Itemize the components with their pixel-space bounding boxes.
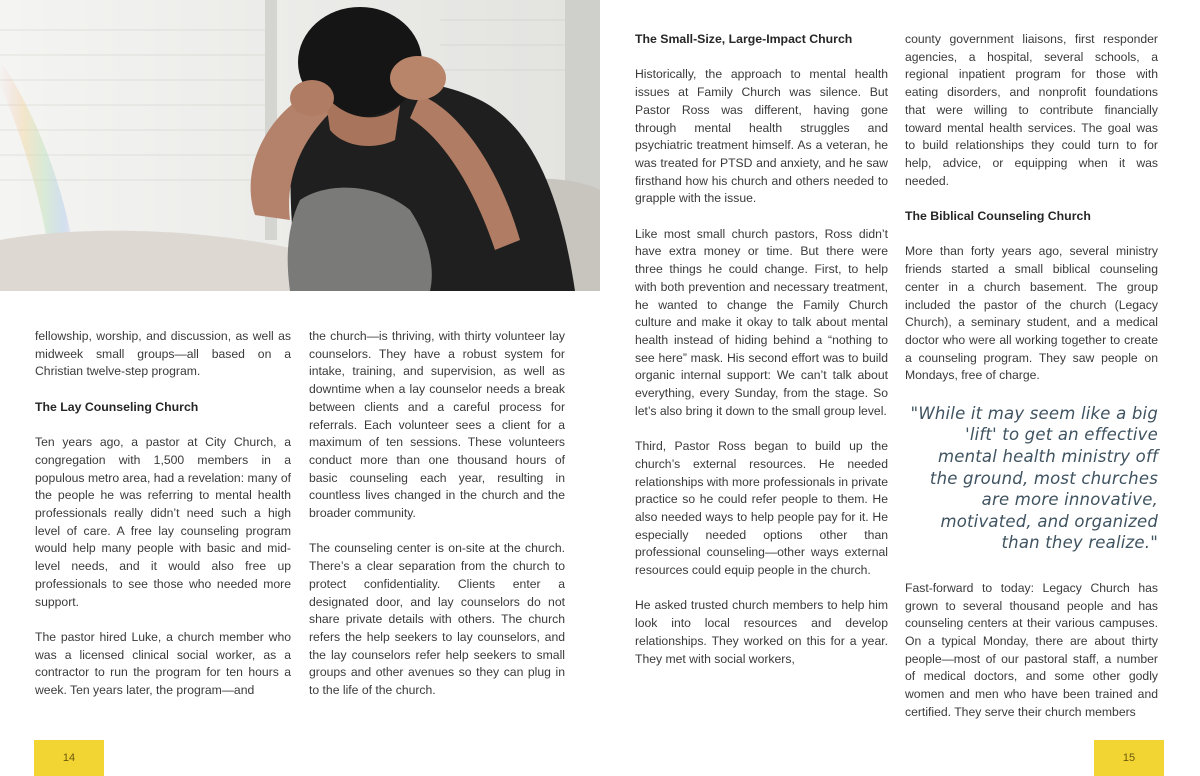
paragraph: Third, Pastor Ross began to build up the church’s external resources. He needed relationships with more professionals in private practice so he could refer people to them. He also needed ways to help people pay for it. He especially needed options other than professional counseling—other ways external resources could equip people in the church. [635, 439, 888, 578]
paragraph: county government liaisons, first responder agencies, a hospital, several schools, a regional inpatient program for those with eating disorders, and nonprofit foundations that were willing to contribute financially toward mental health services. The goal was to build relationships they could turn to for help, advice, or equipping when it was needed. [905, 32, 1158, 188]
pull-quote: "While it may seem like a big 'lift' to get an effective mental health ministry off the ground, most churches are more innovative, motivated, and organized than they realize." [910, 403, 1158, 553]
paragraph: Ten years ago, a pastor at City Church, a congregation with 1,500 members in a populous metro area, had a revelation: many of the people he was referring to mental health professionals really didn’t need such a high level of care. A free lay counseling program would help many people with basic and mid-level needs, and it would also free up professionals to see those who needed more support. [35, 435, 291, 609]
paragraph: The pastor hired Luke, a church member who was a licensed clinical social worker, as a contractor to run the program for ten hours a week. Ten years later, the program—and [35, 629, 291, 698]
right-column-1 [635, 31, 888, 686]
man-in-distress-photo [0, 0, 600, 291]
page-number-right: 15 [1094, 740, 1164, 776]
paragraph: the church—is thriving, with thirty volunteer lay counselors. They have a robust system for intake, training, and supervision, as well as downtime when a lay counselor needs a break between clients and a careful process for referrals. Each volunteer sees a client for a maximum of ten sessions. These volunteers conduct more than one thousand hours of basic counseling each year, resulting in countless lives changed in the church and the broader community. [309, 329, 565, 521]
paragraph: Fast-forward to today: Legacy Church has grown to several thousand people and has counseling centers at their various campuses. On a typical Monday, there are about thirty people—most of our pastoral staff, a number of medical doctors, and some other godly women and men who have been trained and certified. They serve their church members [905, 580, 1158, 719]
paragraph: More than forty years ago, several ministry friends started a small biblical counseling center in a church basement. The group included the pastor of the church (Legacy Church), a seminary student, and a medical doctor who were all working together to create a counseling program. They saw people on Mondays, free of charge. [905, 244, 1158, 383]
section-heading-small-size-church: The Small-Size, Large-Impact Church [635, 32, 853, 46]
paragraph: Like most small church pastors, Ross didn’t have extra money or time. But there were three things he could change. First, to help with both prevention and necessary treatment, he wanted to change the Family Church culture and make it okay to talk about mental health instead of hiding behind a “nothing to see here” mask. His second effort was to build organic internal support: We can’t talk about everything, every Sunday, from the stage. So let’s also bring it down to the small group level. [635, 226, 888, 418]
paragraph: He asked trusted church members to help him look into local resources and develop relationships. They worked on this for a year. They met with social workers, [635, 598, 888, 666]
paragraph: fellowship, worship, and discussion, as well as midweek small groups—all based on a Christian twelve-step program. [35, 329, 291, 379]
left-column-2 [309, 328, 565, 717]
left-column-1 [35, 328, 291, 717]
right-column-2 [905, 31, 1158, 739]
section-heading-lay-counseling: The Lay Counseling Church [35, 399, 199, 414]
section-heading-biblical-counseling: The Biblical Counseling Church [905, 209, 1091, 224]
paragraph: The counseling center is on-site at the church. There’s a clear separation from the church to protect confidentiality. Clients enter a designated door, and lay counselors do not share private details with others. The church refers the help seekers to lay counselors, and the lay counselors refer help seekers to small groups and other avenues so they can plug in to the life of the church. [309, 541, 565, 698]
photo-illustration [0, 0, 600, 291]
page-number-left: 14 [34, 740, 104, 776]
paragraph: Historically, the approach to mental health issues at Family Church was silence. But Pastor Ross was different, having gone through mental health struggles and psychiatric treatment himself. As a veteran, he was treated for PTSD and anxiety, and he saw firsthand how his church and others needed to grapple with the issue. [635, 67, 888, 206]
